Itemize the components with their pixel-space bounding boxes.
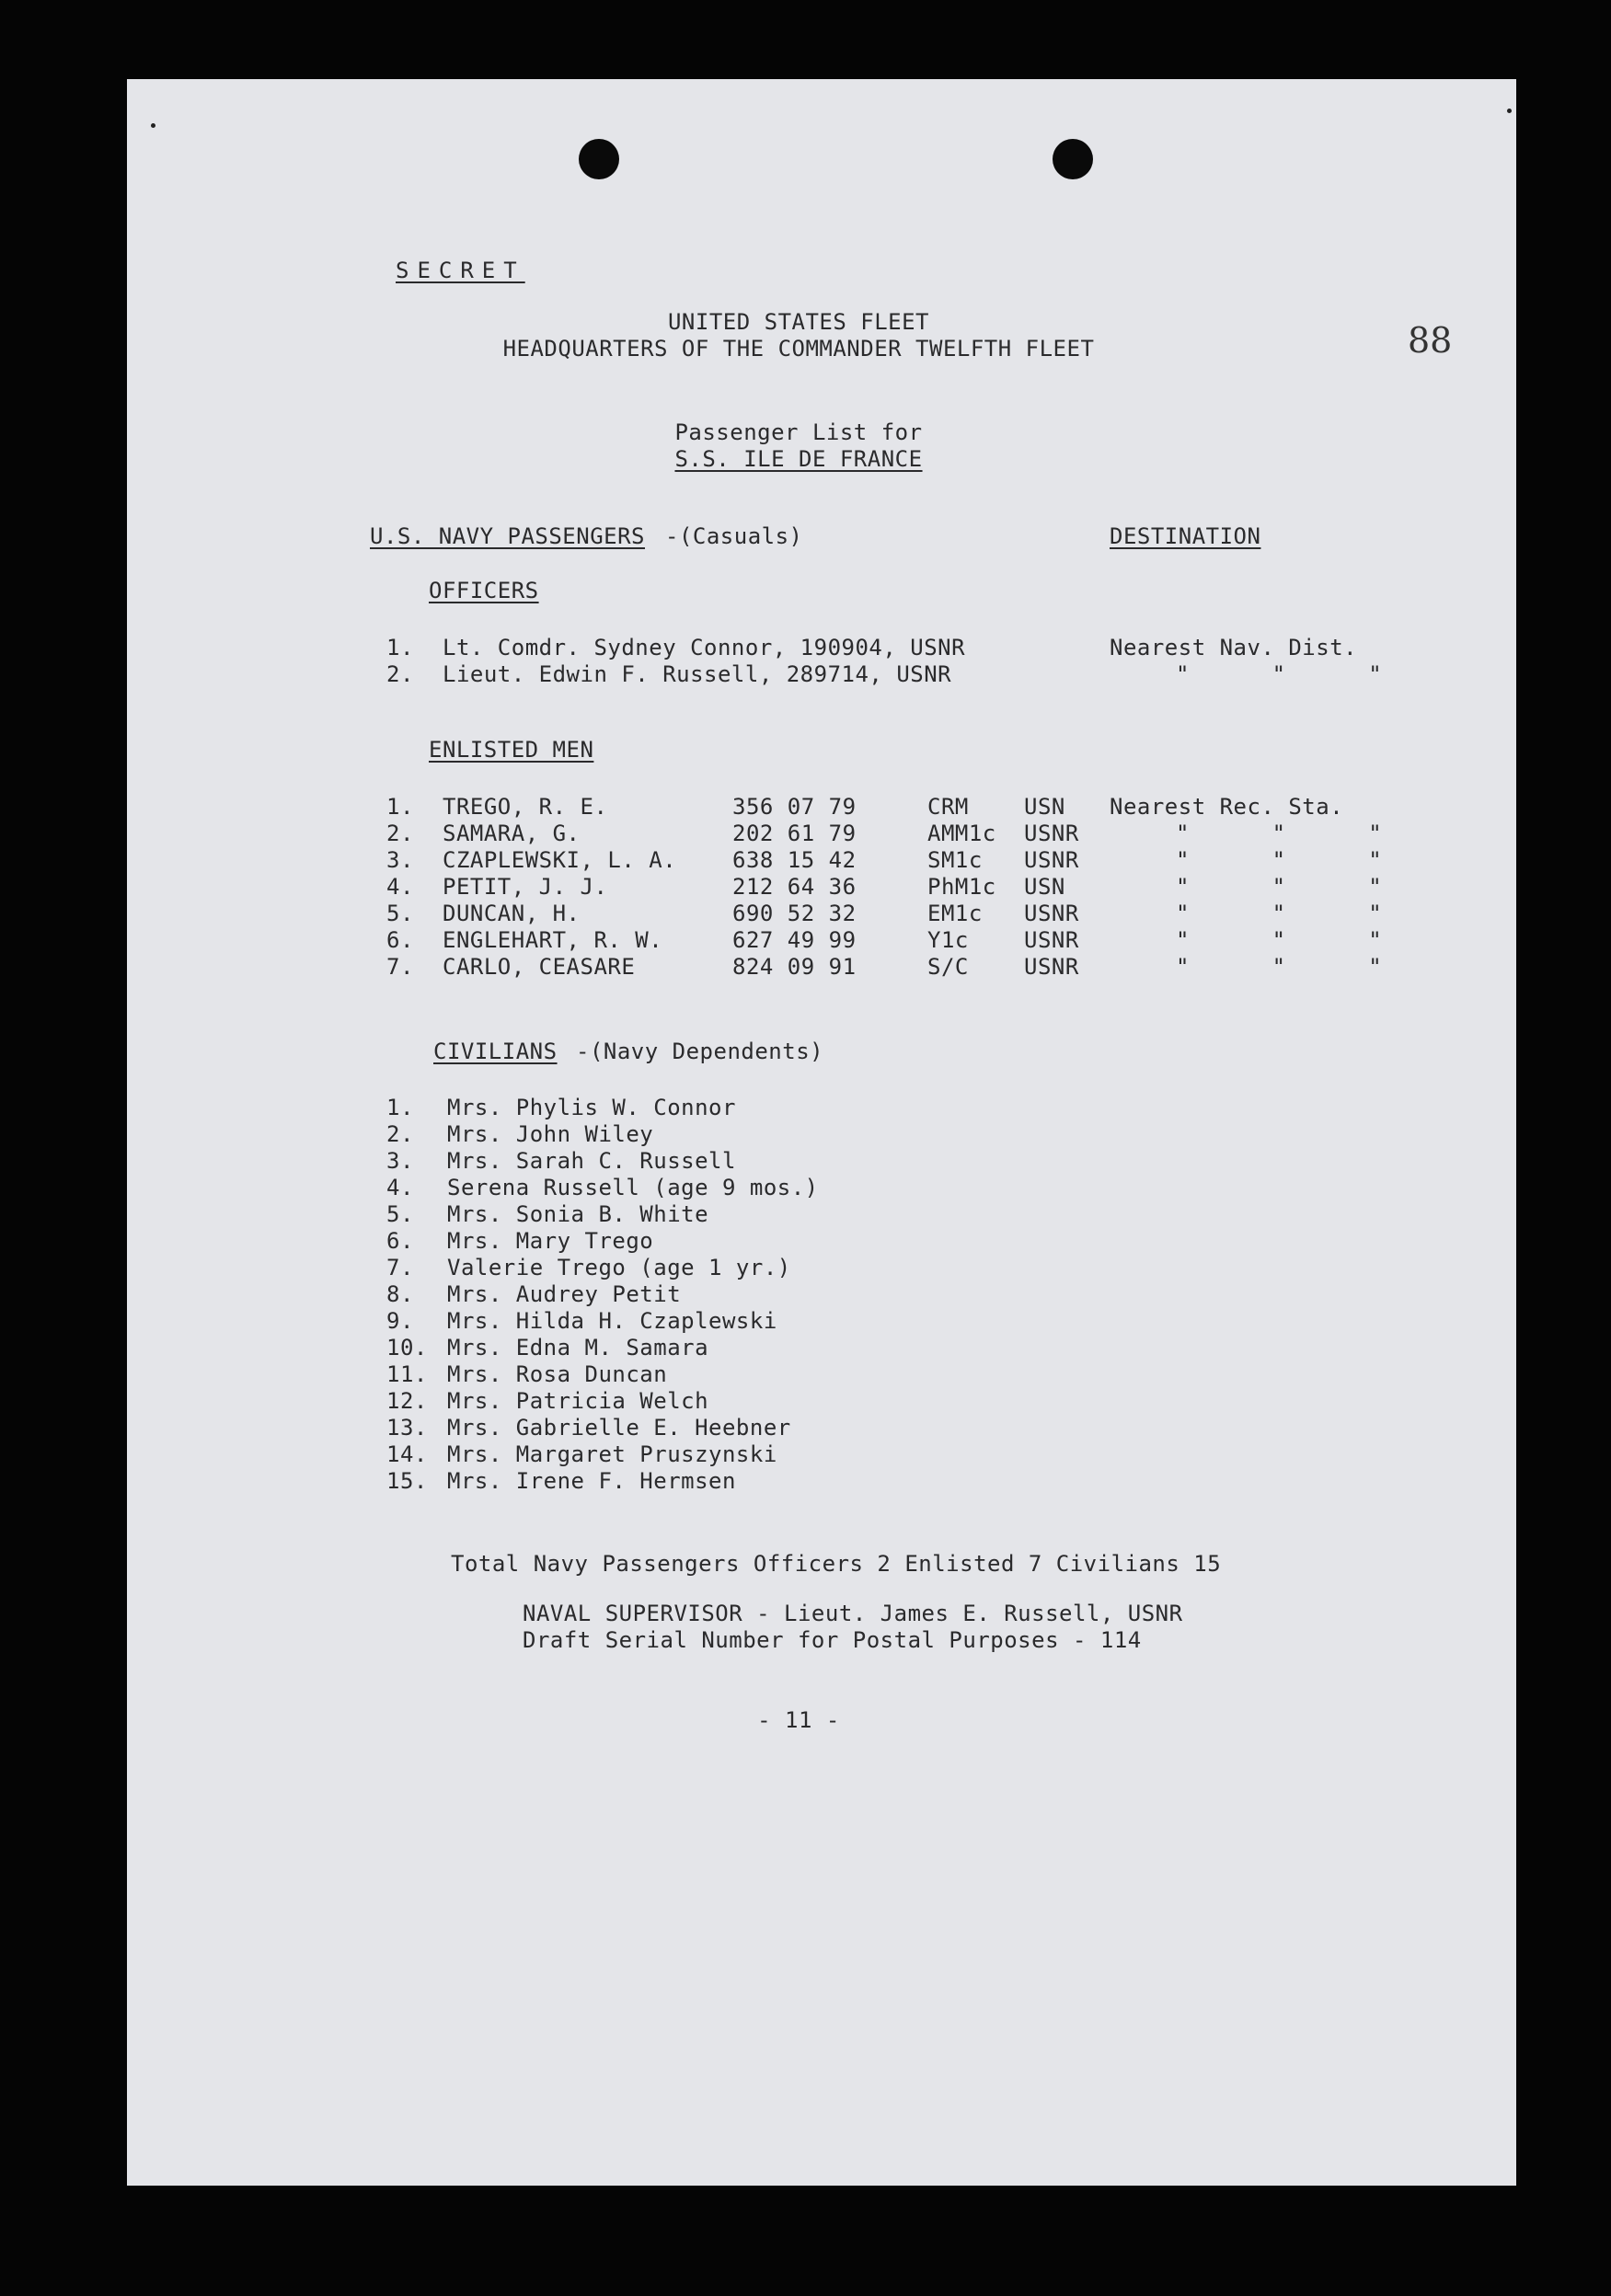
row-number: 5.: [386, 1201, 414, 1227]
civilian-name: Mrs. Hilda H. Czaplewski: [447, 1308, 777, 1334]
row-number: 2.: [386, 1121, 414, 1147]
officer-row: [127, 663, 1516, 691]
enlisted-row: [127, 796, 1516, 823]
civilian-name: Mrs. Sarah C. Russell: [447, 1148, 736, 1174]
rate: SM1c: [927, 847, 983, 873]
service-number: 690 52 32: [732, 901, 857, 926]
rate: EM1c: [927, 901, 983, 926]
branch: USNR: [1024, 927, 1079, 953]
enlisted-name: PETIT, J. J.: [443, 874, 608, 900]
service-number: 356 07 79: [732, 794, 857, 820]
punch-hole-left: [579, 139, 619, 179]
officer-entry: Lieut. Edwin F. Russell, 289714, USNR: [443, 661, 952, 687]
officers-heading: OFFICERS: [429, 578, 539, 603]
branch: USNR: [1024, 847, 1079, 873]
civilian-name: Mrs. Rosa Duncan: [447, 1361, 668, 1387]
enlisted-row: [127, 876, 1516, 903]
destination: " " ": [1176, 954, 1383, 980]
civilian-row: [127, 1310, 1516, 1337]
destination: " " ": [1176, 874, 1383, 900]
service-number: 202 61 79: [732, 821, 857, 846]
civilian-row: [127, 1177, 1516, 1204]
rate: AMM1c: [927, 821, 996, 846]
punch-hole-right: [1053, 139, 1093, 179]
civilians-heading: CIVILIANS: [433, 1039, 558, 1064]
row-number: 8.: [386, 1281, 414, 1307]
civilian-name: Mrs. Irene F. Hermsen: [447, 1468, 736, 1494]
service-number: 212 64 36: [732, 874, 857, 900]
civilian-row: [127, 1443, 1516, 1471]
enlisted-row: [127, 956, 1516, 983]
branch: USN: [1024, 874, 1065, 900]
enlisted-name: ENGLEHART, R. W.: [443, 927, 663, 953]
destination: " " ": [1176, 661, 1383, 687]
navy-heading: U.S. NAVY PASSENGERS: [370, 523, 645, 549]
civilian-row: [127, 1363, 1516, 1391]
civilian-name: Mrs. Edna M. Samara: [447, 1335, 709, 1360]
branch: USNR: [1024, 821, 1079, 846]
enlisted-name: DUNCAN, H.: [443, 901, 581, 926]
rate: PhM1c: [927, 874, 996, 900]
enlisted-name: CARLO, CEASARE: [443, 954, 636, 980]
row-number: 1.: [386, 1095, 414, 1120]
org-line-1: UNITED STATES FLEET: [667, 309, 930, 335]
civilian-row: [127, 1150, 1516, 1177]
row-number: 3.: [386, 1148, 414, 1174]
civilian-name: Mrs. Gabrielle E. Heebner: [447, 1415, 791, 1441]
civilian-row: [127, 1337, 1516, 1364]
classification-label: SECRET: [396, 258, 525, 283]
branch: USN: [1024, 794, 1065, 820]
civilian-name: Mrs. John Wiley: [447, 1121, 654, 1147]
civilians-subheading: -(Navy Dependents): [576, 1039, 824, 1064]
document-page: [127, 79, 1516, 2186]
civilian-row: [127, 1470, 1516, 1498]
row-number: 6.: [386, 927, 414, 953]
row-number: 4.: [386, 874, 414, 900]
row-number: 5.: [386, 901, 414, 926]
civilian-name: Mrs. Patricia Welch: [447, 1388, 709, 1414]
ship-name: S.S. ILE DE FRANCE: [674, 446, 923, 472]
row-number: 13.: [386, 1415, 428, 1441]
row-number: 12.: [386, 1388, 428, 1414]
civilian-row: [127, 1283, 1516, 1311]
civilian-name: Mrs. Margaret Pruszynski: [447, 1441, 777, 1467]
civilian-row: [127, 1390, 1516, 1418]
row-number: 11.: [386, 1361, 428, 1387]
civilian-name: Mrs. Sonia B. White: [447, 1201, 709, 1227]
draft-serial-line: Draft Serial Number for Postal Purposes - 114: [523, 1627, 1142, 1653]
destination: " " ": [1176, 847, 1383, 873]
enlisted-row: [127, 849, 1516, 877]
page-number: - 11 -: [757, 1707, 840, 1733]
rate: CRM: [927, 794, 969, 820]
row-number: 1.: [386, 635, 414, 660]
destination: Nearest Nav. Dist.: [1110, 635, 1358, 660]
rate: S/C: [927, 954, 969, 980]
civilian-row: [127, 1417, 1516, 1444]
row-number: 1.: [386, 794, 414, 820]
navy-subheading: -(Casuals): [665, 523, 803, 549]
civilian-name: Mrs. Phylis W. Connor: [447, 1095, 736, 1120]
enlisted-row: [127, 929, 1516, 957]
civilian-row: [127, 1096, 1516, 1124]
row-number: 10.: [386, 1335, 428, 1360]
civilian-name: Valerie Trego (age 1 yr.): [447, 1255, 791, 1280]
enlisted-heading: ENLISTED MEN: [429, 737, 594, 763]
civilian-row: [127, 1203, 1516, 1231]
row-number: 3.: [386, 847, 414, 873]
destination: Nearest Rec. Sta.: [1110, 794, 1344, 820]
civilian-name: Mrs. Mary Trego: [447, 1228, 654, 1254]
destination: " " ": [1176, 821, 1383, 846]
page-mark: 88: [1408, 320, 1453, 361]
supervisor-line: NAVAL SUPERVISOR - Lieut. James E. Russell, USNR: [523, 1601, 1183, 1626]
list-title: Passenger List for: [674, 419, 923, 445]
speck: [1507, 109, 1512, 113]
civilian-row: [127, 1257, 1516, 1284]
enlisted-row: [127, 902, 1516, 930]
rate: Y1c: [927, 927, 969, 953]
row-number: 7.: [386, 954, 414, 980]
service-number: 638 15 42: [732, 847, 857, 873]
row-number: 2.: [386, 821, 414, 846]
row-number: 15.: [386, 1468, 428, 1494]
enlisted-name: SAMARA, G.: [443, 821, 581, 846]
enlisted-name: TREGO, R. E.: [443, 794, 608, 820]
civilian-name: Mrs. Audrey Petit: [447, 1281, 682, 1307]
branch: USNR: [1024, 954, 1079, 980]
branch: USNR: [1024, 901, 1079, 926]
speck: [151, 123, 155, 128]
service-number: 824 09 91: [732, 954, 857, 980]
civilian-row: [127, 1123, 1516, 1151]
row-number: 9.: [386, 1308, 414, 1334]
destination: " " ": [1176, 901, 1383, 926]
total-line: Total Navy Passengers Officers 2 Enlisted 7 Civilians 15: [451, 1551, 1222, 1577]
service-number: 627 49 99: [732, 927, 857, 953]
row-number: 6.: [386, 1228, 414, 1254]
officer-entry: Lt. Comdr. Sydney Connor, 190904, USNR: [443, 635, 966, 660]
destination-heading: DESTINATION: [1110, 523, 1261, 549]
civilian-name: Serena Russell (age 9 mos.): [447, 1175, 819, 1200]
row-number: 14.: [386, 1441, 428, 1467]
destination: " " ": [1176, 927, 1383, 953]
officer-row: [127, 637, 1516, 664]
org-line-2: HEADQUARTERS OF THE COMMANDER TWELFTH FLEET: [502, 336, 1095, 362]
row-number: 7.: [386, 1255, 414, 1280]
row-number: 2.: [386, 661, 414, 687]
row-number: 4.: [386, 1175, 414, 1200]
enlisted-name: CZAPLEWSKI, L. A.: [443, 847, 677, 873]
civilian-row: [127, 1230, 1516, 1257]
enlisted-row: [127, 822, 1516, 850]
